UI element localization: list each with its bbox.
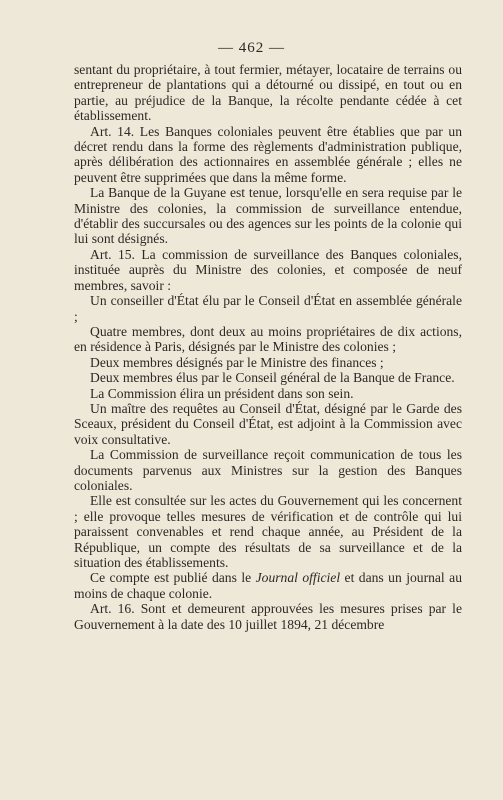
- paragraph-journal: [74, 570, 462, 601]
- paragraph-article-16: Art. 16. Sont et demeurent approuvées les mesures prises par le Gouvernement à la date des 10 juillet 1894, 21 décembre: [74, 601, 462, 632]
- paragraph: Quatre membres, dont deux au moins propriétaires de dix actions, en résidence à Paris, désignés par le Ministre des colonies ;: [74, 323, 462, 355]
- paragraph: Deux membres désignés par le Ministre des finances ;: [90, 354, 384, 370]
- page-body: [74, 62, 462, 632]
- journal-text-after: et dans un journal au moins de chaque colonie.: [74, 570, 462, 601]
- paragraph: sentant du propriétaire, à tout fermier, métayer, locataire de terrains ou entrepreneur de plantations qui a détourné ou dissipé, en tout ou en partie, au préjudice de la Banque, la récolte pendante cédée à cet établissement.: [74, 62, 462, 124]
- page-number: — 462 —: [218, 40, 285, 56]
- paragraph: Deux membres élus par le Conseil général de la Banque de France.: [90, 370, 455, 386]
- paragraph: Un maître des requêtes au Conseil d'État, désigné par le Garde des Sceaux, président du Conseil d'État, est adjoint à la Commission avec voix consultative.: [74, 400, 462, 447]
- journal-text-before: Ce compte est publié dans le: [90, 570, 256, 586]
- paragraph-article-15: Art. 15. La commission de surveillance des Banques coloniales, instituée auprès du Ministre des colonies, et composée de neuf membres, savoir :: [74, 246, 462, 293]
- paragraph-article-14: Art. 14. Les Banques coloniales peuvent être établies que par un décret rendu dans la forme des règlements d'administration publique, après délibération des actionnaires en assemblée générale ; elles ne peuvent être supprimées que dans la même forme.: [74, 123, 462, 185]
- paragraph: La Commission élira un président dans son sein.: [90, 385, 354, 401]
- paragraph: Un conseiller d'État élu par le Conseil d'État en assemblée générale ;: [74, 293, 462, 324]
- journal-title-italic: Journal officiel: [255, 570, 341, 586]
- paragraph: Elle est consultée sur les actes du Gouvernement qui les concernent ; elle provoque telles mesures de vérification et de contrôle qui lui paraissent convenables et rend chaque année, au Président de la République, un compte des résultats de sa surveillance et de la situation des établissements.: [74, 493, 462, 570]
- paragraph: La Commission de surveillance reçoit communication de tous les documents parvenus aux Ministres sur la gestion des Banques coloniales.: [74, 447, 462, 493]
- paragraph: La Banque de la Guyane est tenue, lorsqu'elle en sera requise par le Ministre des colonies, la commission de surveillance entendue, d'établir des succursales ou des agences sur les points de la colonie qui lui sont désignés.: [74, 185, 462, 247]
